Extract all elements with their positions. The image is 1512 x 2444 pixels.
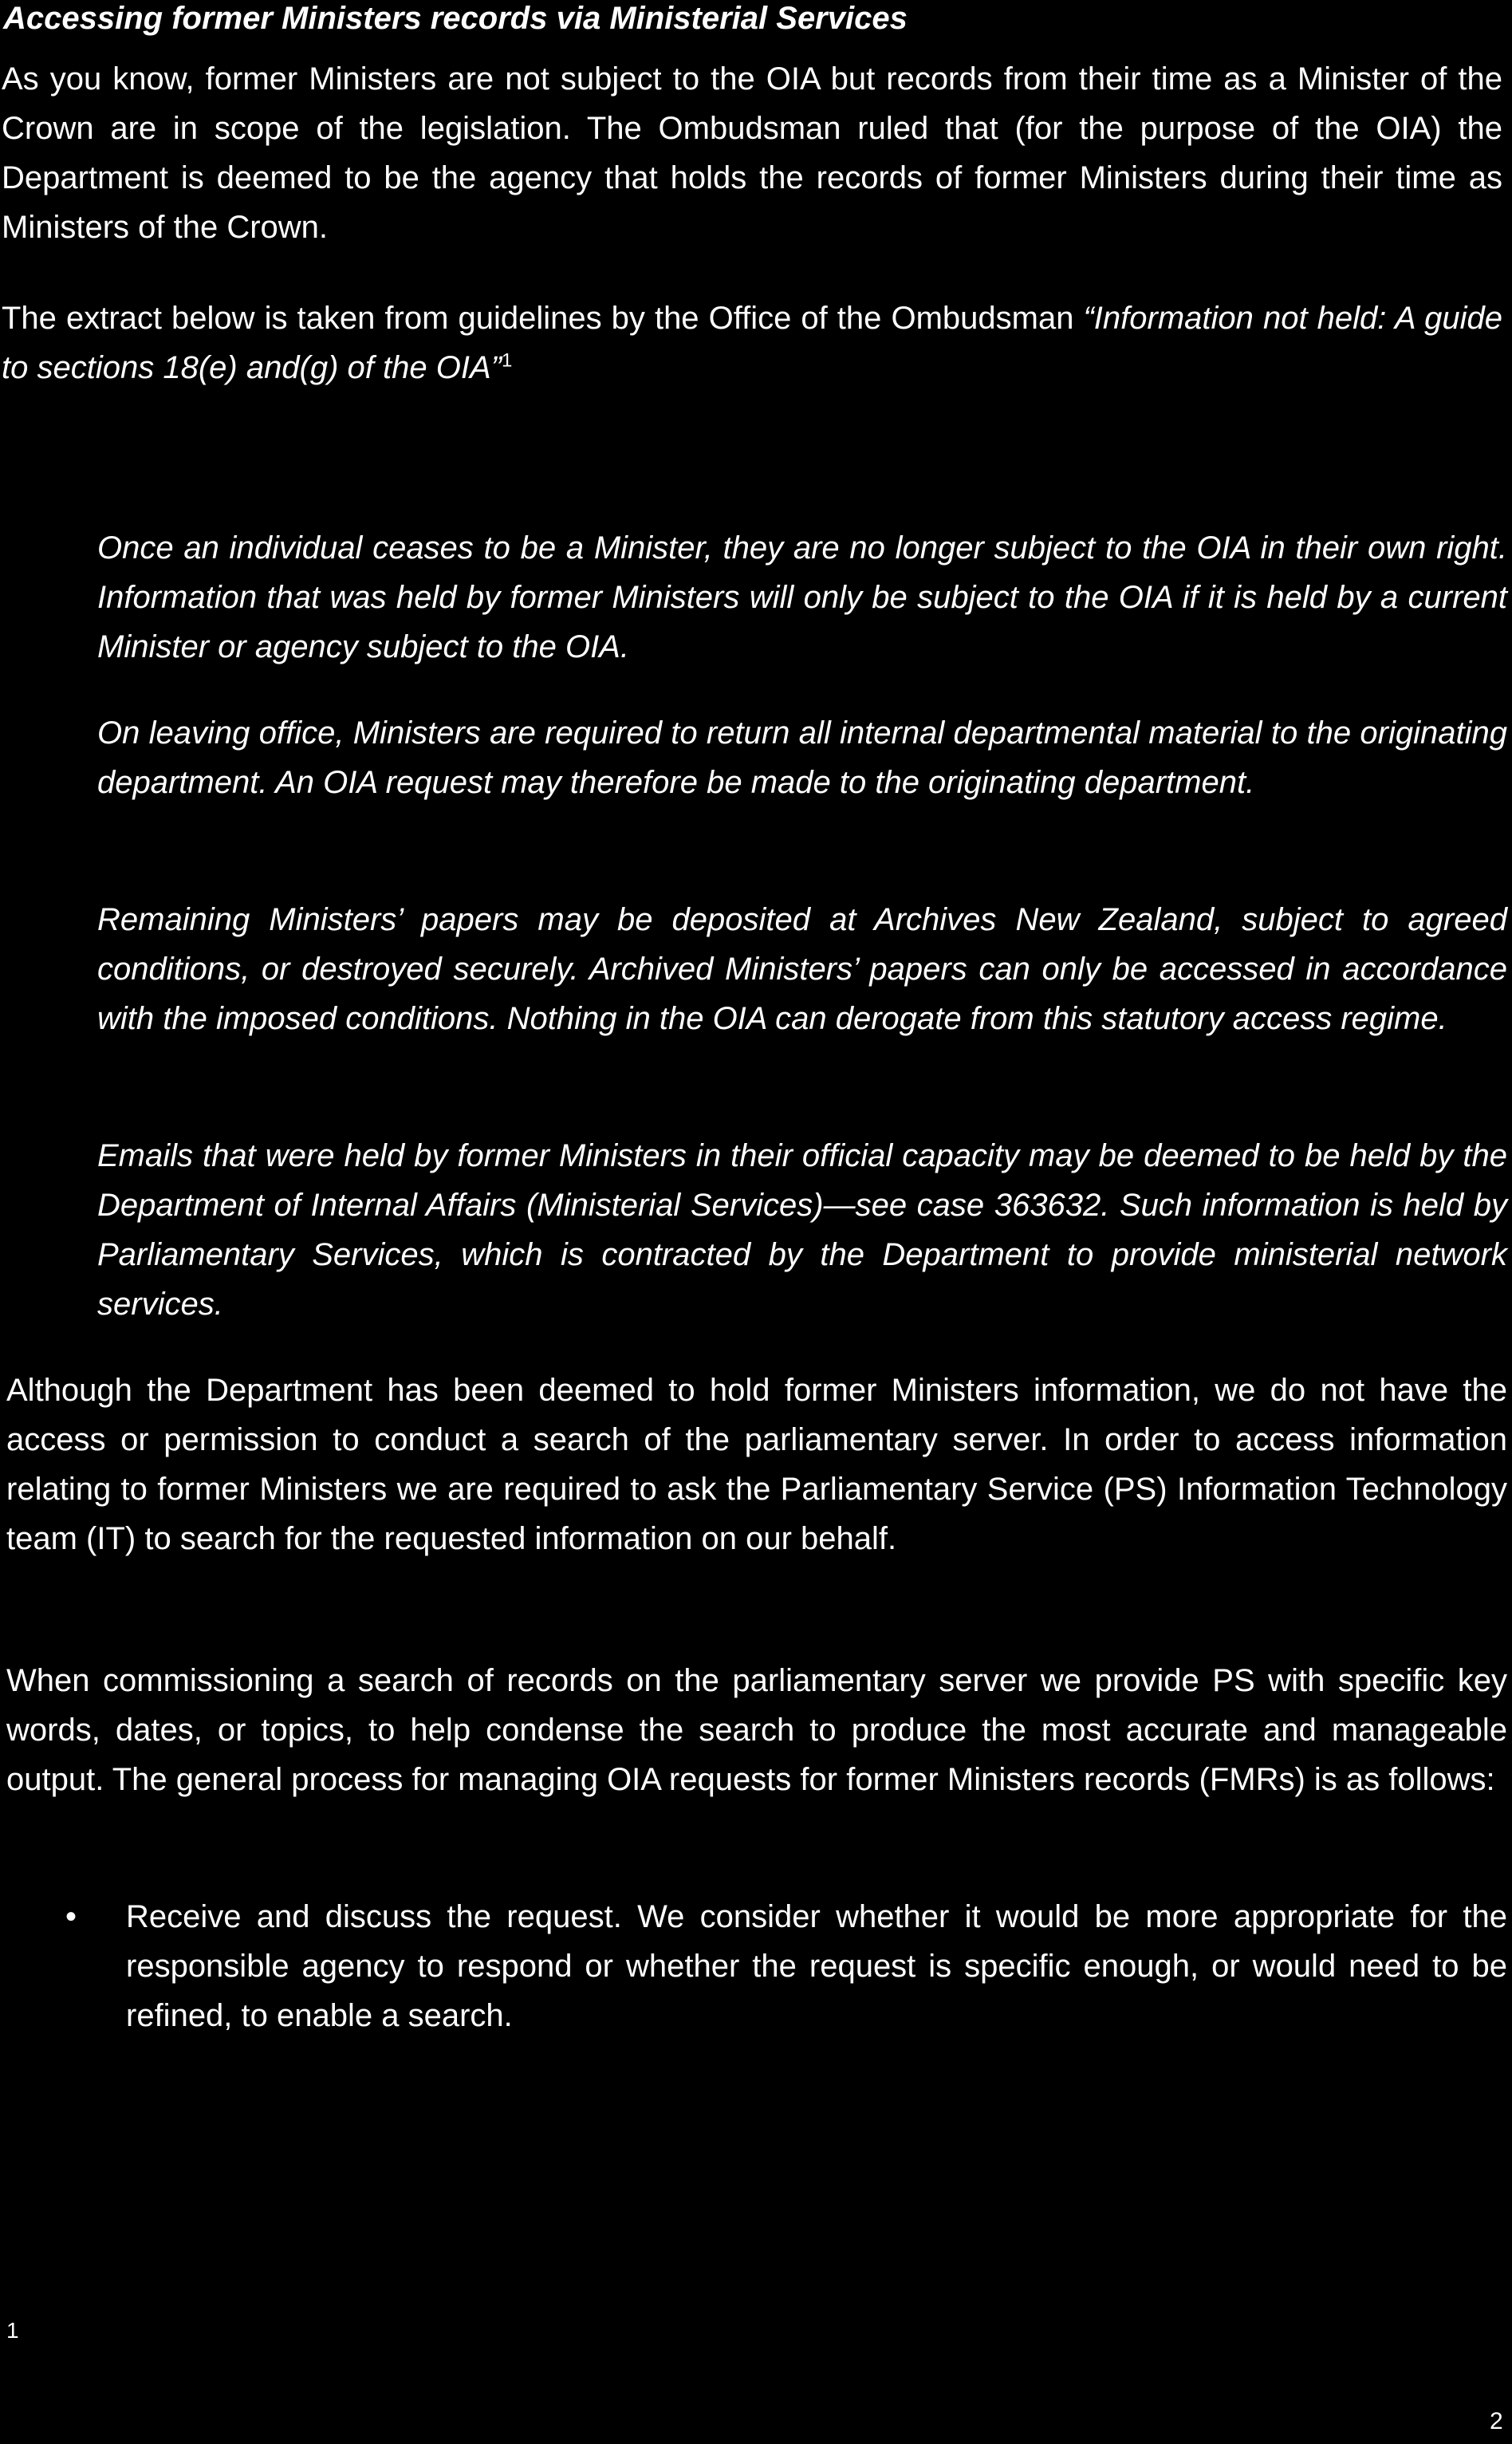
footnote-reference: 1 bbox=[501, 349, 513, 372]
paragraph-search-access: Although the Department has been deemed to hold former Ministers information, we do not have the access or permission to conduct a search of the parliamentary server. In order to access information relating to former Ministers we are required to ask the Parliamentary Service (PS) Information Technology team (IT) to search for the requested information on our behalf. bbox=[6, 1373, 1507, 1556]
quote-paragraph-1: Once an individual ceases to be a Minister, they are no longer subject to the OIA in their own right. Information that was held by former Ministers will only be subject to the OIA if it is held by a current Minister or agency subject to the OIA. bbox=[97, 530, 1507, 664]
paragraph-intro: As you know, former Ministers are not subject to the OIA but records from their time as a Minister of the Crown are in scope of the legislation. The Ombudsman ruled that (for the purpose of the OIA) the Department is deemed to be the agency that holds the records of former Ministers during their time as Ministers of the Crown. bbox=[2, 61, 1502, 245]
page-number: 2 bbox=[1490, 2408, 1503, 2434]
footnote-number: 1 bbox=[6, 2318, 19, 2343]
quote-paragraph-2: On leaving office, Ministers are required to return all internal departmental material to the originating department. An OIA request may therefore be made to the originating department. bbox=[97, 715, 1507, 800]
guide-title: “Information not held: A guide to sections 18(e) and(g) of the OIA” bbox=[2, 301, 1503, 385]
list-item bbox=[56, 1892, 1507, 2040]
paragraph-extract-text: The extract below is taken from guidelines by the Office of the Ombudsman bbox=[2, 301, 1084, 336]
bullet-icon: • bbox=[65, 1899, 77, 1934]
section-heading: Accessing former Ministers records via Ministerial Services bbox=[3, 1, 908, 36]
paragraph-extract-intro bbox=[2, 294, 1502, 392]
list-item-text: Receive and discuss the request. We consider whether it would be more appropriate for the responsible agency to respond or whether the request is specific enough, or would need to be refined, to enable a search. bbox=[126, 1899, 1507, 2033]
paragraph-process: When commissioning a search of records on the parliamentary server we provide PS with specific key words, dates, or topics, to help condense the search to produce the most accurate and manageable output. The general process for managing OIA requests for former Ministers records (FMRs) is as follows: bbox=[6, 1663, 1507, 1797]
process-list bbox=[56, 1892, 1507, 2040]
quote-paragraph-3: Remaining Ministers’ papers may be deposited at Archives New Zealand, subject to agreed conditions, or destroyed securely. Archived Ministers’ papers can only be accessed in accordance with the imposed conditions. Nothing in the OIA can derogate from this statutory access regime. bbox=[97, 902, 1507, 1036]
quote-paragraph-4: Emails that were held by former Ministers in their official capacity may be deemed to be held by the Department of Internal Affairs (Ministerial Services)—see case 363632. Such information is held by Parliamentary Services, which is contracted by the Department to provide ministerial network services. bbox=[97, 1138, 1507, 1322]
